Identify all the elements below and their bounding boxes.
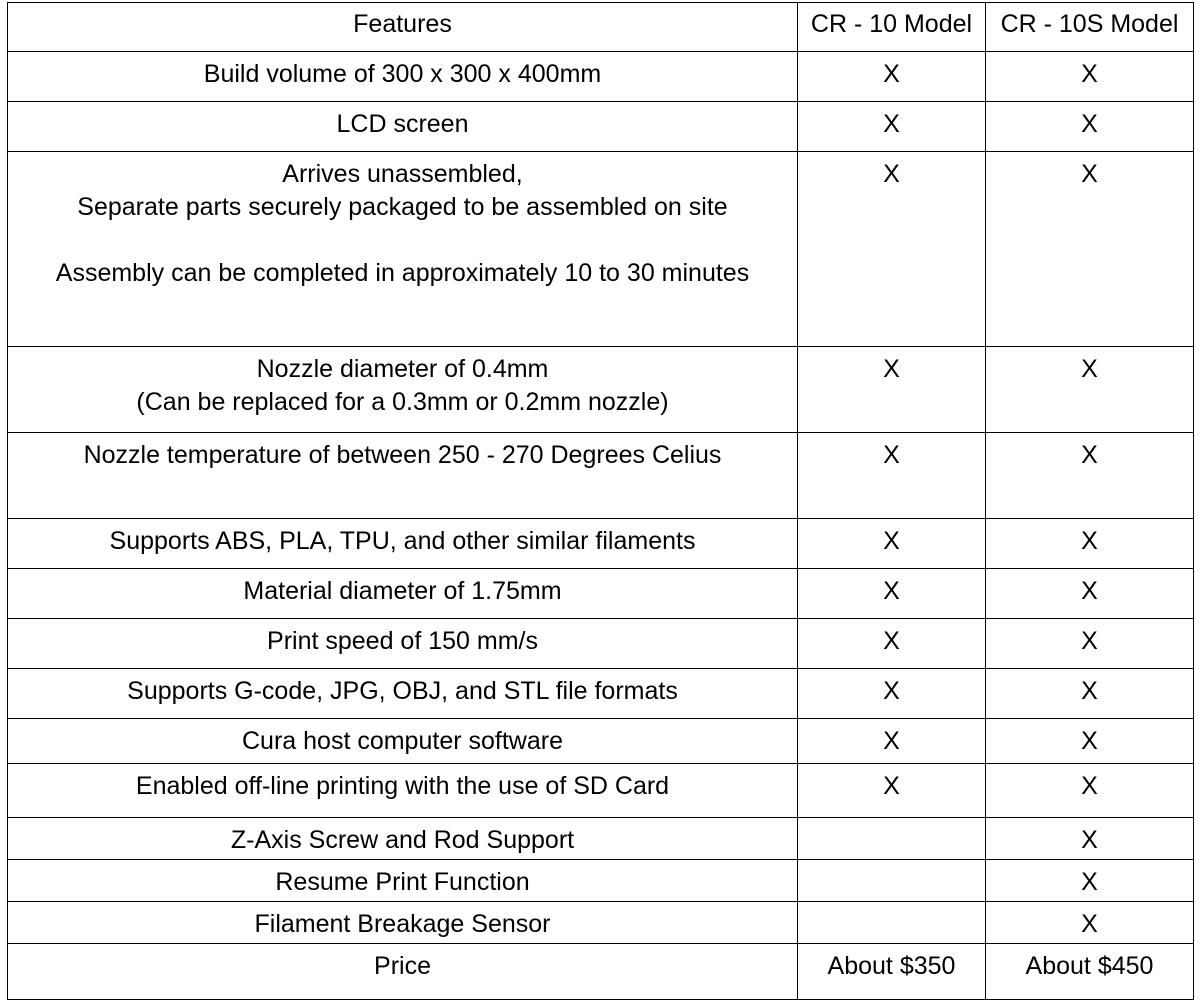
- table-row: [8, 569, 1194, 619]
- cr10s-cell: X: [986, 764, 1194, 818]
- cr10s-cell: X: [986, 519, 1194, 569]
- cr10s-cell: X: [986, 433, 1194, 519]
- feature-line: Nozzle diameter of 0.4mm: [256, 355, 549, 383]
- cr10-cell: X: [798, 519, 986, 569]
- table-row: [8, 619, 1194, 669]
- cr10-cell: X: [798, 764, 986, 818]
- feature-cell: Price: [8, 944, 798, 1000]
- cr10s-cell: X: [986, 569, 1194, 619]
- feature-cell: Build volume of 300 x 300 x 400mm: [8, 52, 798, 102]
- comparison-table: [7, 2, 1194, 1000]
- cr10s-cell: X: [986, 52, 1194, 102]
- table-row: [8, 818, 1194, 860]
- feature-cell: [8, 347, 798, 433]
- table-row: [8, 347, 1194, 433]
- cr10s-cell: X: [986, 102, 1194, 152]
- table-row: [8, 102, 1194, 152]
- table-row: [8, 519, 1194, 569]
- table-row: [8, 52, 1194, 102]
- feature-cell: Filament Breakage Sensor: [8, 902, 798, 944]
- cr10-cell: [798, 860, 986, 902]
- table-row: [8, 669, 1194, 719]
- feature-line: Arrives unassembled,: [282, 160, 523, 188]
- feature-cell: LCD screen: [8, 102, 798, 152]
- feature-cell: Material diameter of 1.75mm: [8, 569, 798, 619]
- cr10-cell: X: [798, 152, 986, 347]
- cr10-price-cell: About $350: [798, 944, 986, 1000]
- table-row: [8, 433, 1194, 519]
- cr10-cell: X: [798, 347, 986, 433]
- table-row: [8, 860, 1194, 902]
- cr10-cell: [798, 818, 986, 860]
- cr10-cell: [798, 902, 986, 944]
- header-cr10s-model: CR - 10S Model: [986, 3, 1194, 52]
- cr10-cell: X: [798, 433, 986, 519]
- cr10-cell: X: [798, 619, 986, 669]
- cr10-cell: X: [798, 569, 986, 619]
- cr10-cell: X: [798, 52, 986, 102]
- feature-line: (Can be replaced for a 0.3mm or 0.2mm nozzle): [136, 388, 669, 416]
- header-row: [8, 3, 1194, 52]
- table-row: [8, 152, 1194, 347]
- cr10s-cell: X: [986, 669, 1194, 719]
- table-row: [8, 764, 1194, 818]
- cr10s-cell: X: [986, 902, 1194, 944]
- cr10s-cell: X: [986, 619, 1194, 669]
- cr10s-cell: X: [986, 719, 1194, 764]
- cr10s-cell: X: [986, 818, 1194, 860]
- feature-cell: Z-Axis Screw and Rod Support: [8, 818, 798, 860]
- cr10s-cell: X: [986, 860, 1194, 902]
- feature-cell: Cura host computer software: [8, 719, 798, 764]
- feature-cell: Nozzle temperature of between 250 - 270 Degrees Celius: [8, 433, 798, 519]
- table-row: [8, 944, 1194, 1000]
- table-row: [8, 719, 1194, 764]
- cr10-cell: X: [798, 669, 986, 719]
- feature-cell: Supports ABS, PLA, TPU, and other similar filaments: [8, 519, 798, 569]
- cr10-cell: X: [798, 102, 986, 152]
- table-row: [8, 902, 1194, 944]
- feature-cell: Resume Print Function: [8, 860, 798, 902]
- feature-cell: Supports G-code, JPG, OBJ, and STL file formats: [8, 669, 798, 719]
- feature-cell: [8, 152, 798, 347]
- cr10s-cell: X: [986, 347, 1194, 433]
- cr10s-cell: X: [986, 152, 1194, 347]
- header-cr10-model: CR - 10 Model: [798, 3, 986, 52]
- feature-cell: Print speed of 150 mm/s: [8, 619, 798, 669]
- cr10s-price-cell: About $450: [986, 944, 1194, 1000]
- header-features: Features: [8, 3, 798, 52]
- feature-line: Separate parts securely packaged to be assembled on site: [77, 193, 728, 221]
- feature-cell: Enabled off-line printing with the use of SD Card: [8, 764, 798, 818]
- cr10-cell: X: [798, 719, 986, 764]
- feature-line: Assembly can be completed in approximately 10 to 30 minutes: [55, 259, 750, 287]
